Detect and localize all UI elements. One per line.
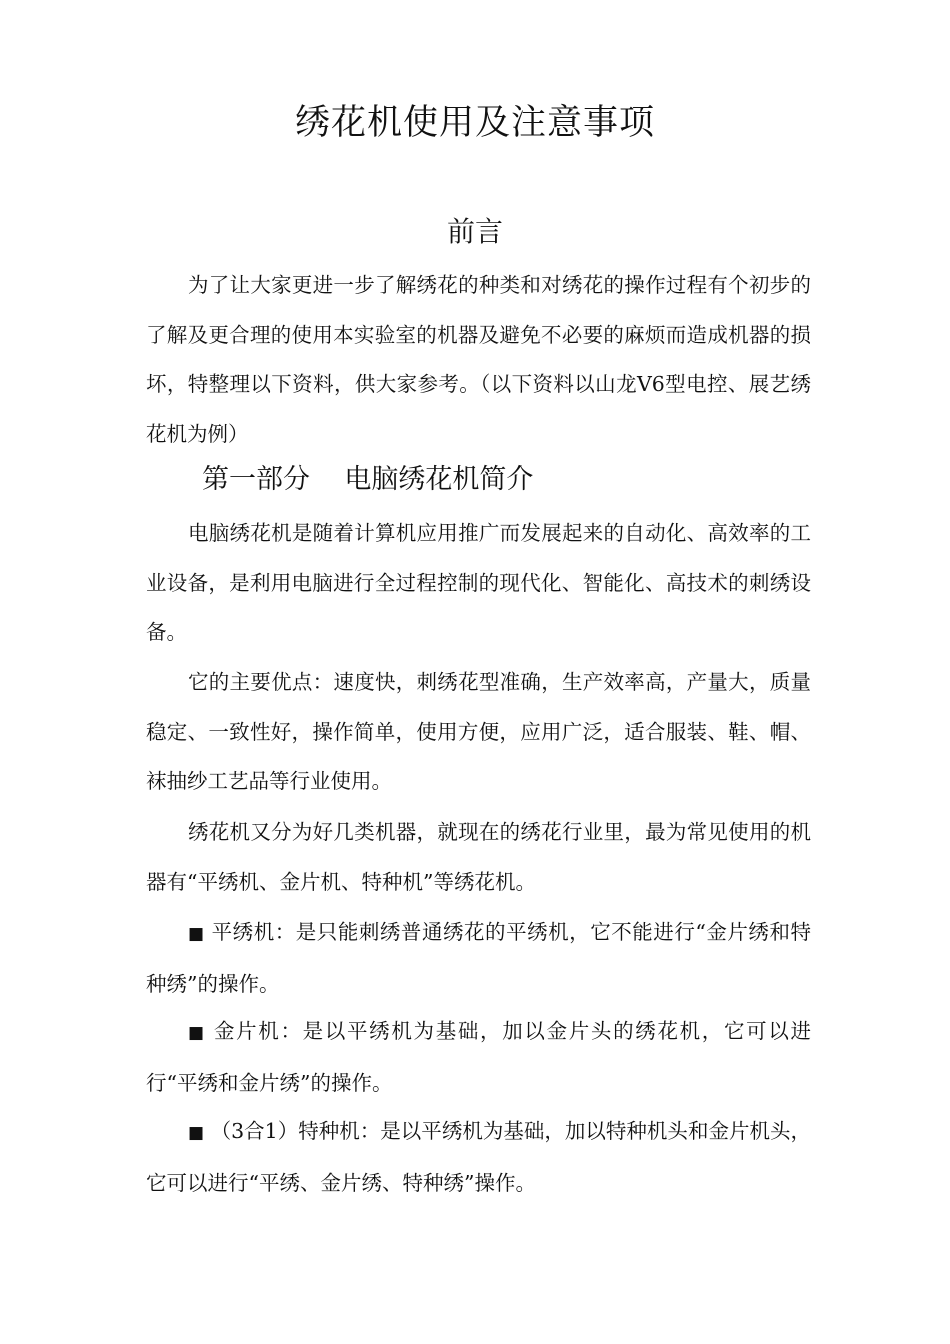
bullet-square-icon: ■ (188, 1123, 205, 1143)
document-title: 绣花机使用及注意事项 (294, 103, 655, 143)
bullet-item-flat-embroidery (146, 908, 811, 1009)
bullet-text: 金片机：是以平绣机为基础，加以金片头的绣花机，它可以进行“平绣和金片绣”的操作。 (146, 1019, 812, 1095)
preface-paragraph: 为了让大家更进一步了解绣花的种类和对绣花的操作过程有个初步的了解及更合理的使用本实验室的机器及避免不必要的麻烦而造成机器的损坏，特整理以下资料，供大家参考。（以下资料以山龙V6型电控、展艺绣花机为例） (146, 273, 811, 446)
bullet-text: 平绣机：是只能刺绣普通绣花的平绣机，它不能进行“金片绣和特种绣”的操作。 (146, 920, 811, 996)
part1-heading: 第一部分 电脑绣花机简介 (202, 464, 534, 495)
bullet-item-special-machine (146, 1107, 811, 1208)
advantages-paragraph: 它的主要优点：速度快，刺绣花型准确，生产效率高，产量大，质量稳定、一致性好，操作简单，使用方便，应用广泛，适合服装、鞋、帽、袜抽纱工艺品等行业使用。 (146, 670, 811, 793)
bullet-square-icon: ■ (188, 1023, 206, 1043)
preface-heading: 前言 (446, 215, 503, 248)
bullet-square-icon: ■ (188, 924, 205, 944)
intro-paragraph: 电脑绣花机是随着计算机应用推广而发展起来的自动化、高效率的工业设备，是利用电脑进行全过程控制的现代化、智能化、高技术的刺绣设备。 (146, 521, 811, 644)
machine-types-paragraph: 绣花机又分为好几类机器，就现在的绣花行业里，最为常见使用的机器有“平绣机、金片机、特种机”等绣花机。 (146, 820, 811, 894)
bullet-text: （3合1）特种机：是以平绣机为基础，加以特种机头和金片机头，它可以进行“平绣、金片绣、特种绣”操作。 (146, 1119, 811, 1195)
bullet-item-sequin-machine (146, 1007, 811, 1108)
